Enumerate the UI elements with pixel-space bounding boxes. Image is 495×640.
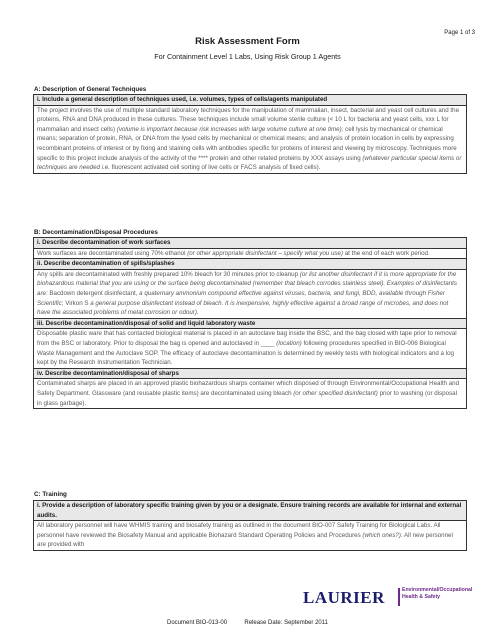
text-segment: Disposable plastic ware that has contacted biological material is placed in an autoclave bag inside the BSC, and the bag closed with tape prior to removal from the BSC or laboratory. Prior to disposal the bag is opened and autoclaved in ____ xyxy=(37,330,457,347)
page-number: Page 1 of 3 xyxy=(444,30,475,36)
section-b-box xyxy=(33,237,467,409)
logo-subtitle-line-2: Health & Safety xyxy=(402,593,441,600)
text-segment: (or other specified disinfectant) xyxy=(293,389,378,397)
footer xyxy=(0,620,495,626)
text-segment: (location) xyxy=(276,339,302,347)
logo-divider xyxy=(398,588,400,606)
text-segment: ; Virkon S xyxy=(61,299,91,307)
footer-document-id: Document BIO-013-00 xyxy=(167,620,228,626)
section-b-answer-3 xyxy=(34,329,466,368)
section-c-answer-1 xyxy=(34,521,466,550)
text-segment: (or other appropriate disinfectant – specify what you use) xyxy=(187,249,344,257)
section-a-box xyxy=(33,94,467,174)
text-segment: a quaternary ammonium compound effective against viruses, bacteria, and fungi, BDD, available through Fisher Scientific xyxy=(37,289,445,307)
text-segment: Work surfaces are decontaminated using 70% ethanol xyxy=(37,249,188,257)
text-segment: following procedures specified in BIO-006 Biological Waste Management and the Autoclave SOP. The efficacy of autoclave decontamination is determined by weekly tests with biological indicators and a log kept by the Research Instrumentation Technician. xyxy=(37,339,454,367)
text-segment: Bacdown detergent disinfectant, xyxy=(49,289,140,297)
form-title: Risk Assessment Form xyxy=(195,36,300,47)
text-segment: (which ones?) xyxy=(362,531,401,539)
section-c-heading: C: Training xyxy=(34,491,67,498)
text-segment: All laboratory personnel will have WHMIS training and biosafety training as outlined in the document BIO-007 Safety Training for Biological Labs. All personnel have reviewed the Biosafety Manual and applicable Biohazard Standard Operating Policies and Procedures xyxy=(37,522,441,539)
footer-release-date: Release Date: September 2011 xyxy=(244,620,328,626)
text-segment: at the end of each work period. xyxy=(343,249,430,257)
text-segment: a general purpose disinfectant instead of bleach. It is inexpensive, highly effective against a broad range of microbes, and does not have the associated problems of metal corrosion or odour). xyxy=(37,299,449,317)
text-segment: Contaminated sharps are placed in an approved plastic biohazardous sharps container which disposed of through Environmental/Occupational Health and Safety Department. Glassware (and reusable plastic items) are decontaminated using bleach xyxy=(37,380,460,397)
text-segment: (whatever particular special items or techniques are needed i.e. xyxy=(37,154,462,172)
section-c-question-1: i. Provide a description of laboratory specific training given by you or a designate. Ensure training records are available for internal and external audits. xyxy=(34,501,466,521)
logo-wordmark: LAURIER xyxy=(303,588,385,607)
logo-subtitle xyxy=(402,587,472,600)
section-b-heading: B: Decontamination/Disposal Procedures xyxy=(34,229,158,236)
text-segment: . All new personnel are provided with xyxy=(37,531,453,549)
text-segment: prior to washing (or disposal in glass garbage). xyxy=(37,389,457,407)
section-a-heading: A: Description of General Techniques xyxy=(34,86,147,93)
section-b-answer-4 xyxy=(34,379,466,408)
text-segment: fluorescent activated cell sorting of live cells or FACS analysis of fixed cells). xyxy=(109,164,321,172)
section-b-question-4: iv. Describe decontamination/disposal of sharps xyxy=(34,369,466,380)
text-segment: ; cell lysis by mechanical or chemical means; separation of protein, RNA, or DNA from the lysed cells by mechanical or chemical means; and analysis of protein location in cells by expressing recombinant proteins of interest or by fixing and staining cells with antibodies specific for proteins of interest and viewing by microscopy. Techniques more specific to this project include analysis of the activity of the **** protein and other related proteins by XXX assays using xyxy=(37,125,457,162)
form-subtitle: For Containment Level 1 Labs, Using Risk Group 1 Agents xyxy=(154,52,341,61)
section-b-question-3: iii. Describe decontamination/disposal of solid and liquid laboratory waste xyxy=(34,319,466,330)
section-c-box xyxy=(33,500,467,551)
logo-subtitle-line-1: Environmental/Occupational xyxy=(402,587,473,593)
section-b-answer-2 xyxy=(34,270,466,319)
text-segment: Any spills are decontaminated with freshly prepared 10% bleach for 30 minutes prior to cleanup xyxy=(37,270,300,278)
text-segment: (or list another disinfectant if it is more appropriate for the biohazardous material that you are using or the surface being decontaminated (remember that bleach corrodes stainless steel). Examples of disinfectants are: xyxy=(37,270,457,297)
text-segment: The project involves the use of multiple standard laboratory techniques for the manipulation of mammalian, insect, bacterial and yeast cell cultures and the proteins, RNA and DNA produced in these cultures. These techniques include small volume sterile culture (< 10 L for bacteria and yeast cells, xxx L for mammalian and insect cells) xyxy=(37,106,460,133)
section-a-question-1: i. Include a general description of techniques used, i.e. volumes, types of cells/agents manipulated xyxy=(34,95,466,106)
laurier-ehs-logo xyxy=(303,586,473,608)
text-segment: (volume is important because risk increases with large volume culture at one time) xyxy=(116,125,342,133)
section-a-answer-1 xyxy=(34,106,466,173)
section-b-answer-1 xyxy=(34,249,466,260)
section-b-question-2: ii. Describe decontamination of spills/splashes xyxy=(34,259,466,270)
section-b-question-1: i. Describe decontamination of work surfaces xyxy=(34,238,466,249)
